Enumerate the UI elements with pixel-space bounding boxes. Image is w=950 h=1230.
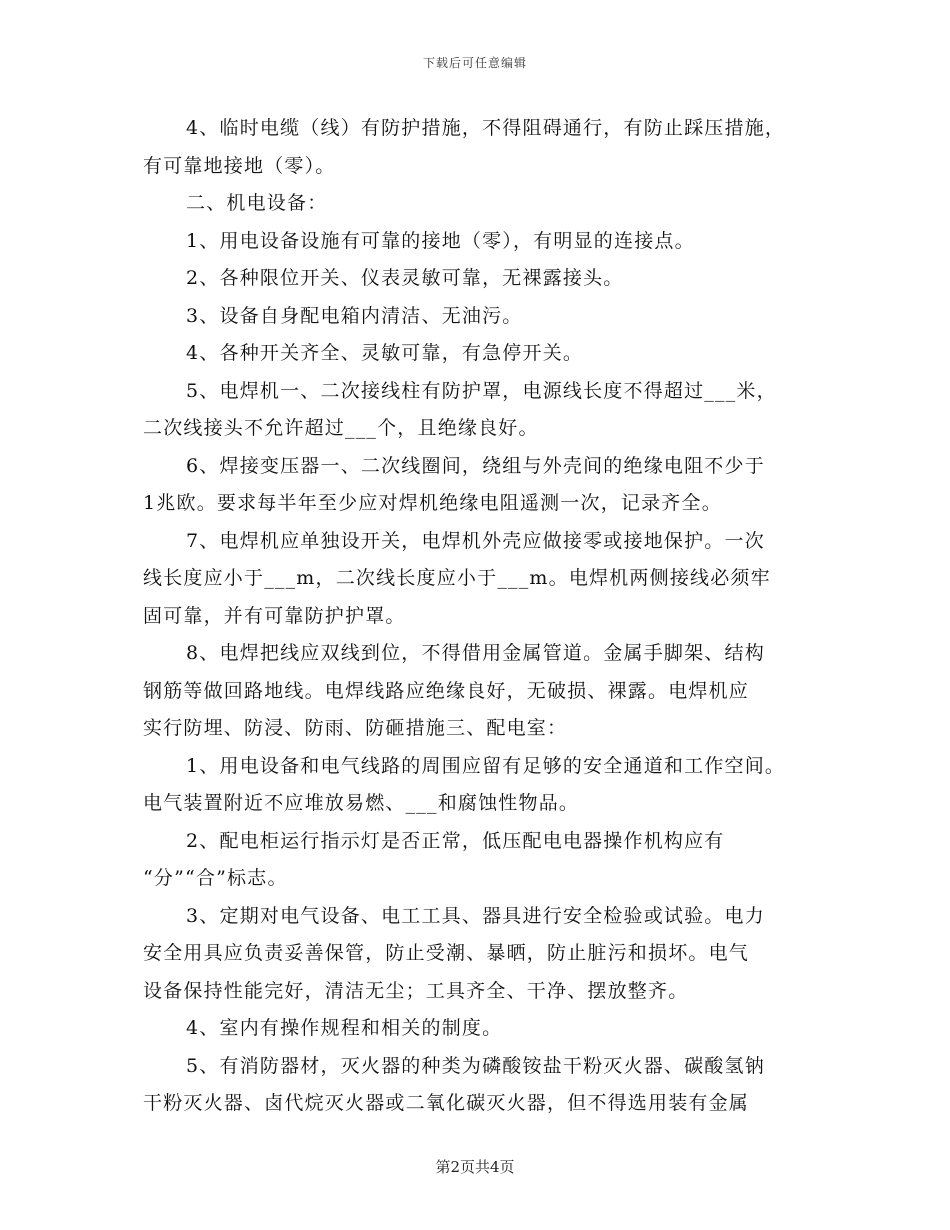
text-line: 固可靠，并有可靠防护护罩。	[143, 604, 406, 627]
text-line: 电气装置附近不应堆放易燃、___和腐蚀性物品。	[143, 792, 580, 814]
text-line: 钢筋等做回路地线。电焊线路应绝缘良好，无破损、裸露。电焊机应	[143, 679, 750, 702]
text-line: 7、电焊机应单独设开关，电焊机外壳应做接零或接地保护。一次	[186, 529, 765, 552]
text-line: 4、各种开关齐全、灵敏可靠，有急停开关。	[186, 342, 584, 364]
page-header: 下载后可任意编辑	[422, 56, 527, 70]
text-line: 安全用具应负责妥善保管，防止受潮、暴晒，防止脏污和损坏。电气	[143, 942, 750, 964]
text-line: 二、机电设备：	[186, 192, 328, 214]
text-line: 干粉灭火器、卤代烷灭火器或二氧化碳灭火器，但不得选用装有金属	[143, 1092, 750, 1114]
text-line: 3、定期对电气设备、电工工具、器具进行安全检验或试验。电力	[186, 904, 765, 927]
text-line: 4、室内有操作规程和相关的制度。	[186, 1017, 503, 1039]
text-line: “分”“合”标志。	[143, 867, 288, 889]
text-line: 1兆欧。要求每半年至少应对焊机绝缘电阻遥测一次，记录齐全。	[143, 492, 722, 514]
text-line: 二次线接头不允许超过___个，且绝缘良好。	[143, 417, 539, 439]
text-line: 5、电焊机一、二次接线柱有防护罩，电源线长度不得超过___米，	[186, 379, 777, 402]
text-line: 2、各种限位开关、仪表灵敏可靠，无裸露接头。	[186, 267, 624, 289]
document-body	[143, 110, 833, 1123]
text-line: 1、用电设备设施有可靠的接地（零），有明显的连接点。	[186, 229, 695, 252]
text-line: 5、有消防器材，灭火器的种类为磷酸铵盐干粉灭火器、碳酸氢钠	[186, 1054, 765, 1077]
text-line: 4、临时电缆（线）有防护措施，不得阻碍通行，有防止踩压措施，	[186, 117, 786, 139]
text-line: 实行防埋、防浸、防雨、防砸措施三、配电室：	[143, 717, 568, 739]
text-line: 3、设备自身配电箱内清洁、无油污。	[186, 304, 523, 327]
page-number-footer: 第2页共4页	[435, 1158, 515, 1176]
text-line: 有可靠地接地（零）。	[143, 154, 336, 177]
text-line: 8、电焊把线应双线到位，不得借用金属管道。金属手脚架、结构	[186, 642, 765, 664]
text-line: 6、焊接变压器一、二次线圈间，绕组与外壳间的绝缘电阻不少于	[186, 454, 765, 477]
text-line: 线长度应小于___m，二次线长度应小于___m。电焊机两侧接线必须牢	[143, 567, 771, 589]
text-line: 2、配电柜运行指示灯是否正常，低压配电电器操作机构应有	[186, 829, 725, 852]
text-line: 设备保持性能完好，清洁无尘；工具齐全、干净、摆放整齐。	[143, 979, 689, 1002]
text-line: 1、用电设备和电气线路的周围应留有足够的安全通道和工作空间。	[186, 754, 786, 777]
